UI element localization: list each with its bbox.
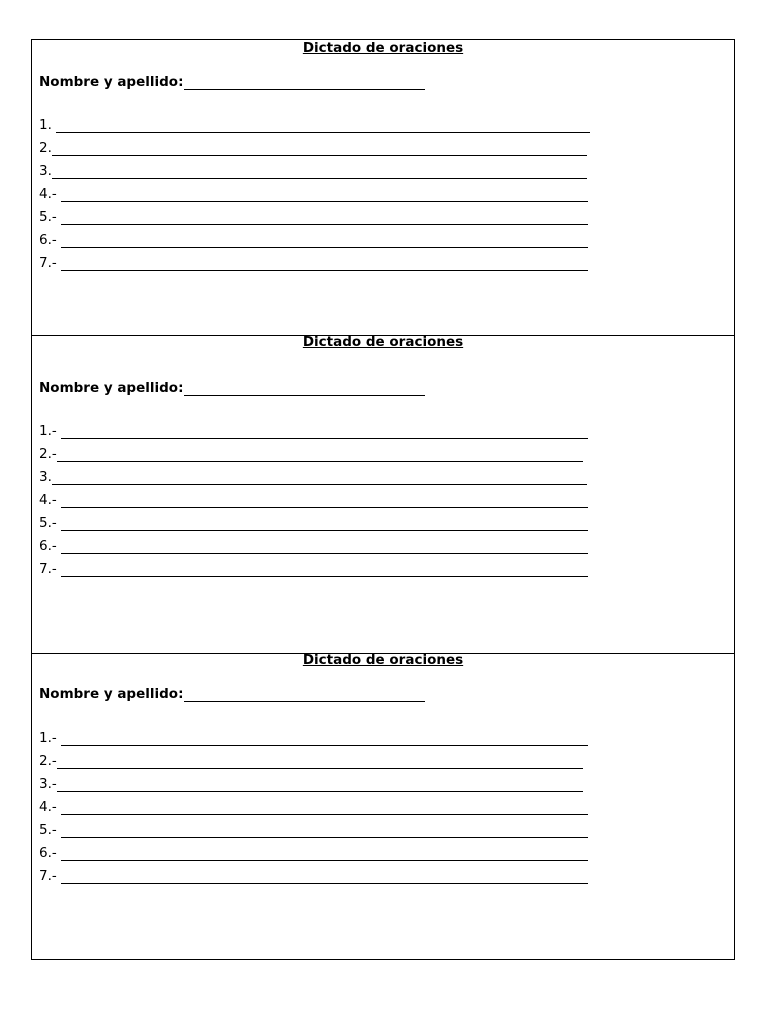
dictation-section-3: [32, 653, 734, 959]
sentence-line-1[interactable]: 1.-: [39, 730, 588, 746]
sentence-line-7[interactable]: 7.-: [39, 868, 588, 884]
section-title: Dictado de oraciones: [302, 652, 464, 668]
name-label: Nombre y apellido:: [39, 380, 184, 396]
section-title: Dictado de oraciones: [302, 40, 464, 56]
worksheet: [31, 39, 735, 960]
sentence-line-2[interactable]: 2.-: [39, 753, 583, 769]
sentence-line-3[interactable]: 3.: [39, 469, 587, 485]
name-field[interactable]: [39, 74, 425, 90]
name-label: Nombre y apellido:: [39, 686, 184, 702]
name-blank[interactable]: [184, 76, 425, 90]
sentence-line-7[interactable]: 7.-: [39, 561, 588, 577]
sentence-line-5[interactable]: 5.-: [39, 822, 588, 838]
section-title: Dictado de oraciones: [302, 334, 464, 350]
name-field[interactable]: [39, 380, 425, 396]
name-field[interactable]: [39, 686, 425, 702]
name-blank[interactable]: [184, 382, 425, 396]
sentence-line-6[interactable]: 6.-: [39, 232, 588, 248]
sentence-line-3[interactable]: 3.: [39, 163, 587, 179]
sentence-line-2[interactable]: 2.-: [39, 446, 583, 462]
sentence-line-3[interactable]: 3.-: [39, 776, 583, 792]
name-blank[interactable]: [184, 688, 425, 702]
dictation-section-1: [32, 40, 734, 335]
sentence-line-7[interactable]: 7.-: [39, 255, 588, 271]
sentence-line-4[interactable]: 4.-: [39, 186, 588, 202]
sentence-line-6[interactable]: 6.-: [39, 538, 588, 554]
sentence-line-5[interactable]: 5.-: [39, 515, 588, 531]
name-label: Nombre y apellido:: [39, 74, 184, 90]
sentence-line-1[interactable]: 1.: [39, 117, 590, 133]
dictation-section-2: [32, 335, 734, 653]
sentence-line-4[interactable]: 4.-: [39, 799, 588, 815]
sentence-line-4[interactable]: 4.-: [39, 492, 588, 508]
sentence-line-1[interactable]: 1.-: [39, 423, 588, 439]
sentence-line-5[interactable]: 5.-: [39, 209, 588, 225]
sentence-line-6[interactable]: 6.-: [39, 845, 588, 861]
sentence-line-2[interactable]: 2.: [39, 140, 587, 156]
